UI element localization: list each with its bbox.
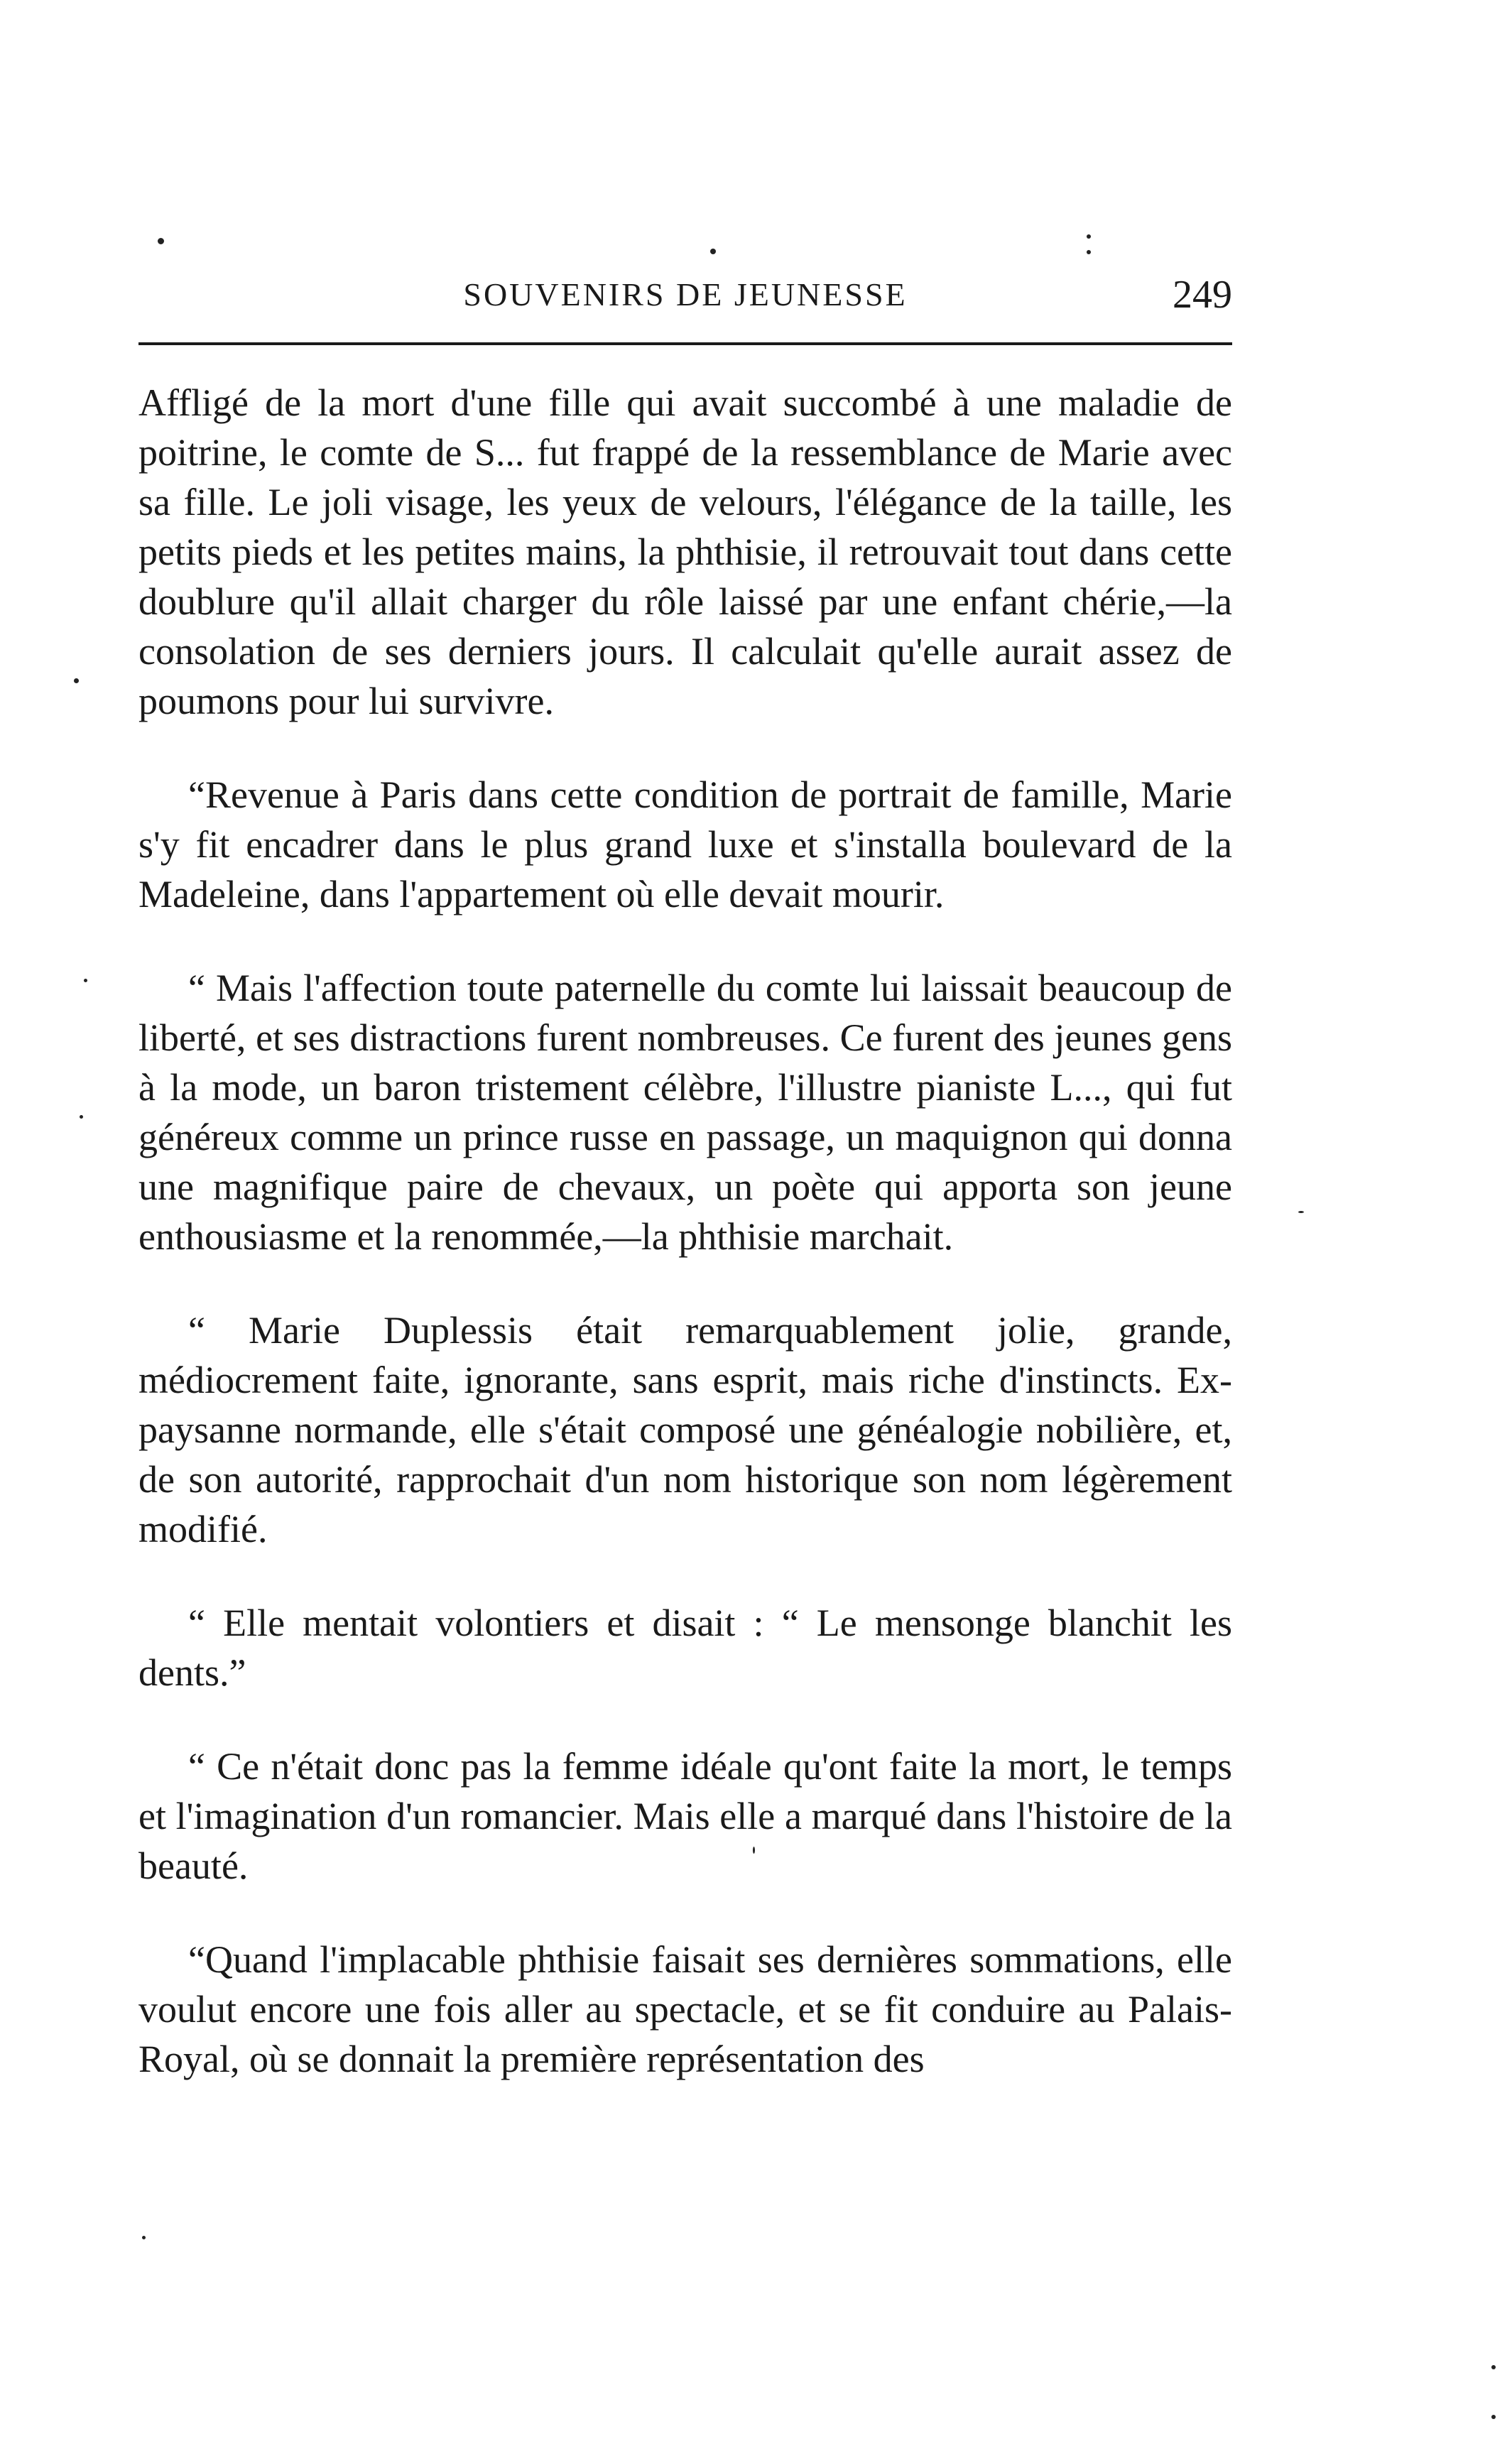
scan-speck [158, 238, 164, 244]
scan-speck [1087, 250, 1091, 254]
paragraph: Affligé de la mort d'une fille qui avait succombé à une maladie de poitrine, le comte de S... fut frappé de la ressemblance de Marie avec sa fille. Le joli visage, les yeux de velours, l'élégance de la taille, les petits pieds et les petites mains, la phthisie, il retrouvait tout dans cette doublure qu'il allait charger du rôle laissé par une enfant chérie,—la consolation de ses derniers jours. Il calculait qu'elle aurait assez de poumons pour lui survivre. [138, 381, 1232, 722]
page-number: 249 [1173, 273, 1232, 317]
scan-speck [1087, 234, 1091, 239]
scan-speck [1491, 2365, 1496, 2369]
scan-speck [753, 1847, 755, 1854]
running-title: SOUVENIRS DE JEUNESSE [463, 276, 908, 313]
body-text [138, 378, 1232, 2128]
scan-speck [142, 2236, 146, 2239]
scan-speck [1491, 2415, 1496, 2419]
scan-speck [84, 979, 87, 982]
running-header [138, 270, 1232, 320]
scan-speck [710, 249, 716, 254]
header-rule [138, 342, 1232, 345]
paragraph: “ Elle mentait volontiers et disait : “ Le mensonge blanchit les dents.” [138, 1602, 1232, 1694]
scan-speck [74, 678, 79, 683]
paragraph: “Quand l'implacable phthisie faisait ses dernières sommations, elle voulut encore une fois aller au spectacle, et se fit conduire au Palais-Royal, où se donnait la première représentation des [138, 1938, 1232, 2080]
scan-speck [80, 1115, 83, 1119]
paragraph: “ Mais l'affection toute paternelle du comte lui laissait beaucoup de liberté, et ses distractions furent nombreuses. Ce furent des jeunes gens à la mode, un baron tristement célèbre, l'illustre pianiste L..., qui fut généreux comme un prince russe en passage, un maquignon qui donna une magnifique paire de chevaux, un poète qui apporta son jeune enthousiasme et la renommée,—la phthisie marchait. [138, 967, 1232, 1258]
scan-speck [1298, 1211, 1304, 1213]
paragraph: “ Ce n'était donc pas la femme idéale qu'ont faite la mort, le temps et l'imagination d'un romancier. Mais elle a marqué dans l'histoire de la beauté. [138, 1745, 1232, 1887]
paragraph: “ Marie Duplessis était remarquablement jolie, grande, médiocrement faite, ignorante, sans esprit, mais riche d'instincts. Ex-paysanne normande, elle s'était composé une généalogie nobilière, et, de son autorité, rapprochait d'un nom historique son nom légèrement modifié. [138, 1309, 1232, 1550]
paragraph: “Revenue à Paris dans cette condition de portrait de famille, Marie s'y fit encadrer dans le plus grand luxe et s'installa boulevard de la Madeleine, dans l'appartement où elle devait mourir. [138, 773, 1232, 915]
